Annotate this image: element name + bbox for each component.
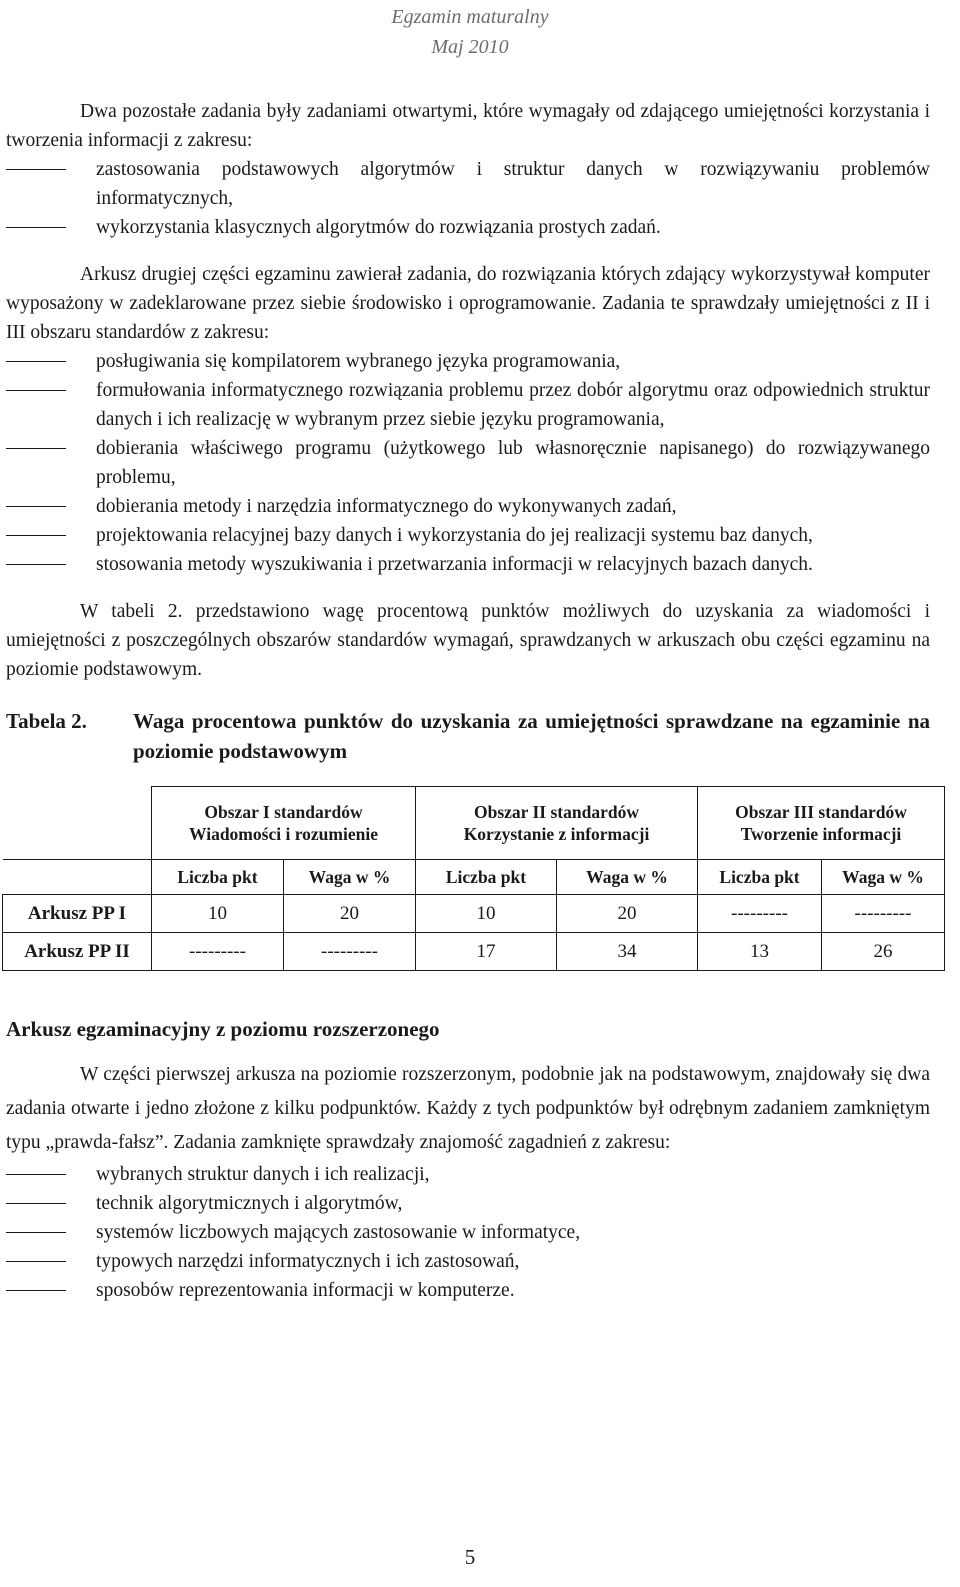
table-cell: 26 [822, 933, 945, 971]
group-header-line: Tworzenie informacji [740, 824, 902, 844]
column-header: Liczba pkt [152, 860, 284, 895]
group-header-line: Wiadomości i rozumienie [189, 824, 378, 844]
table-cell: 10 [152, 895, 284, 933]
group-header-line: Obszar I standardów [204, 802, 363, 822]
row-header: Arkusz PP II [3, 933, 152, 971]
list-item: sposobów reprezentowania informacji w komputerze. [6, 1276, 930, 1305]
table-cell: 10 [416, 895, 557, 933]
header-exam-date: Maj 2010 [431, 36, 509, 58]
part2-paragraph: Arkusz drugiej części egzaminu zawierał zadania, do rozwiązania których zdający wykorzystywał komputer wyposażony w zadeklarowane przez siebie środowisko i oprogramowanie. Zadania te sprawdzały umiejętności z II i III obszaru standardów z zakresu: [6, 264, 930, 343]
weights-table [2, 786, 945, 971]
list-item: wybranych struktur danych i ich realizacji, [6, 1160, 930, 1189]
table-corner-cell [3, 787, 152, 860]
column-header: Liczba pkt [698, 860, 822, 895]
extended-paragraph: W części pierwszej arkusza na poziomie rozszerzonym, podobnie jak na podstawowym, znajdowały się dwa zadania otwarte i jedno złożone z kilku podpunktów. Każdy z tych podpunktów był odrębnym zadaniem zamkniętym typu „prawda-fałsz”. Zadania zamknięte sprawdzały znajomość zagadnień z zakresu: [6, 1064, 930, 1153]
list-item: typowych narzędzi informatycznych i ich zastosowań, [6, 1247, 930, 1276]
list-item: dobierania właściwego programu (użytkowego lub własnoręcznie napisanego) do rozwiązywanego problemu, [6, 434, 930, 492]
group-header-line: Obszar III standardów [735, 802, 907, 822]
header-exam-title: Egzamin maturalny [391, 6, 549, 28]
table-cell: --------- [698, 895, 822, 933]
column-header: Waga w % [284, 860, 416, 895]
group-header-area-3 [698, 787, 945, 860]
group-header-area-1 [152, 787, 416, 860]
group-header-line: Obszar II standardów [474, 802, 639, 822]
table-cell: 17 [416, 933, 557, 971]
row-header: Arkusz PP I [3, 895, 152, 933]
list-item: formułowania informatycznego rozwiązania problemu przez dobór algorytmu oraz odpowiednich struktur danych i ich realizację w wybranym przez siebie języku programowania, [6, 376, 930, 434]
table-cell: 20 [284, 895, 416, 933]
table-caption-label: Tabela 2. [6, 709, 87, 733]
page-content [6, 97, 930, 1305]
list-item: zastosowania podstawowych algorytmów i struktur danych w rozwiązywaniu problemów informatycznych, [6, 155, 930, 213]
table-cell: 34 [557, 933, 698, 971]
table-subheader-row [3, 860, 945, 895]
column-header: Liczba pkt [416, 860, 557, 895]
table-row [3, 933, 945, 971]
intro-list [6, 155, 930, 242]
intro-paragraph: Dwa pozostałe zadania były zadaniami otwartymi, które wymagały od zdającego umiejętności korzystania i tworzenia informacji z zakresu: [6, 101, 930, 151]
column-header: Waga w % [822, 860, 945, 895]
table-cell: --------- [822, 895, 945, 933]
table-cell: --------- [152, 933, 284, 971]
group-header-area-2 [416, 787, 698, 860]
list-item: projektowania relacyjnej bazy danych i wykorzystania do jej realizacji systemu baz danych, [6, 521, 930, 550]
list-item: wykorzystania klasycznych algorytmów do rozwiązania prostych zadań. [6, 213, 930, 242]
table-corner-cell [3, 860, 152, 895]
list-item: technik algorytmicznych i algorytmów, [6, 1189, 930, 1218]
table-cell: --------- [284, 933, 416, 971]
table-caption-text: Waga procentowa punktów do uzyskania za umiejętności sprawdzane na egzaminie na poziomie podstawowym [133, 709, 930, 763]
table-caption [6, 706, 930, 766]
list-item: systemów liczbowych mających zastosowanie w informatyce, [6, 1218, 930, 1247]
table-cell: 20 [557, 895, 698, 933]
list-item: stosowania metody wyszukiwania i przetwarzania informacji w relacyjnych bazach danych. [6, 550, 930, 579]
list-item: dobierania metody i narzędzia informatycznego do wykonywanych zadań, [6, 492, 930, 521]
table-intro-paragraph: W tabeli 2. przedstawiono wagę procentową punktów możliwych do uzyskania za wiadomości i umiejętności z poszczególnych obszarów standardów wymagań, sprawdzanych w arkuszach obu części egzaminu na poziomie podstawowym. [6, 601, 930, 680]
section-title-extended: Arkusz egzaminacyjny z poziomu rozszerzonego [6, 1017, 440, 1041]
group-header-line: Korzystanie z informacji [463, 824, 650, 844]
table-row [3, 895, 945, 933]
list-item: posługiwania się kompilatorem wybranego języka programowania, [6, 347, 930, 376]
extended-list [6, 1160, 930, 1305]
part2-list [6, 347, 930, 579]
table-cell: 13 [698, 933, 822, 971]
page-number: 5 [464, 1545, 476, 1569]
page-header [0, 2, 940, 62]
table-group-header-row [3, 787, 945, 860]
column-header: Waga w % [557, 860, 698, 895]
